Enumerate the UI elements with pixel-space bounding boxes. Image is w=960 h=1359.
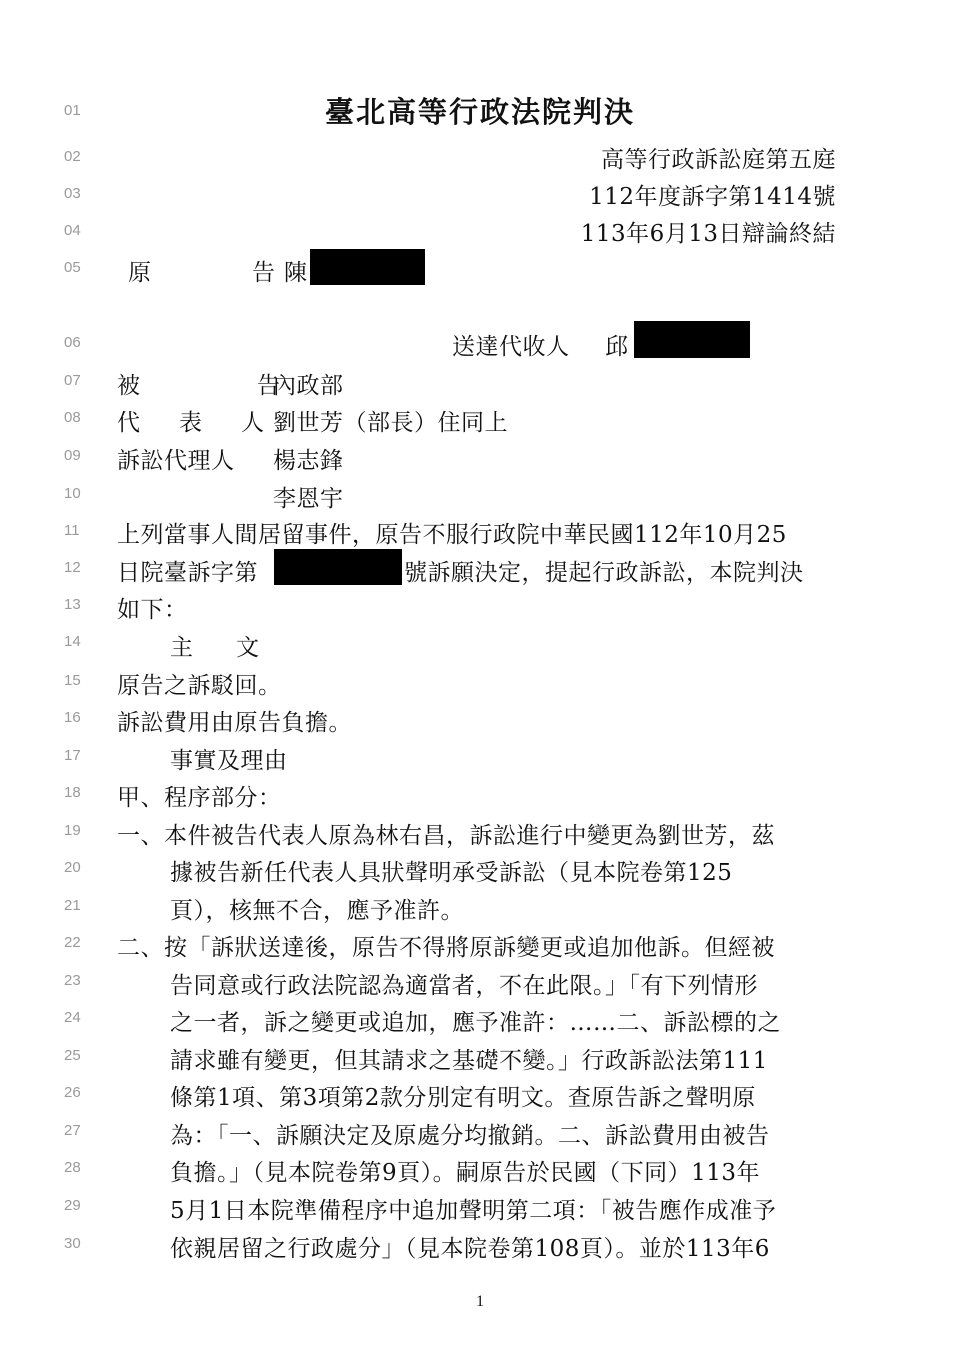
service-agent-name: 邱 [605,334,629,360]
court-division: 高等行政訴訟庭第五庭 [601,147,836,173]
line-number: 18 [64,784,81,801]
line-number: 11 [64,522,80,539]
line-number: 16 [64,709,81,726]
body-line: 甲、程序部分： [117,785,282,811]
case-number: 112年度訴字第1414號 [589,184,836,210]
line-number: 22 [64,934,81,951]
representative-name: 劉世芳（部長）住同上 [273,410,508,436]
section-heading: 主 文 [170,635,269,661]
line-number: 08 [64,409,81,426]
line-number: 09 [64,447,81,464]
body-line: 負擔。」（見本院卷第9頁）。嗣原告於民國（下同）113年 [170,1160,761,1186]
service-agent-label: 送達代收人 [452,334,570,360]
body-line: 條第1項、第3項第2款分別定有明文。查原告訴之聲明原 [170,1085,756,1111]
line-number: 13 [64,596,81,613]
litigation-agent-label: 訴訟代理人 [117,448,235,474]
redaction-block [310,249,425,285]
line-number: 23 [64,972,81,989]
litigation-agent-name: 楊志鋒 [273,448,344,474]
body-line: 據被告新任代表人具狀聲明承受訴訟（見本院卷第125 [170,860,733,886]
judgment-title: 臺北高等行政法院判決 [324,95,635,129]
line-number: 06 [64,334,81,351]
line-number: 14 [64,633,81,650]
page-number: 1 [476,1293,484,1310]
line-number: 30 [64,1235,81,1252]
line-number: 27 [64,1122,81,1139]
body-line: 5月1日本院準備程序中追加聲明第二項：「被告應作成准予 [170,1198,777,1224]
hearing-date: 113年6月13日辯論終結 [580,221,836,247]
body-line: 之一者，訴之變更或追加，應予准許：……二、訴訟標的之 [170,1010,781,1036]
litigation-agent-name: 李恩宇 [273,486,344,512]
body-line: 依親居留之行政處分」（見本院卷第108頁）。並於113年6 [170,1236,770,1262]
body-line: 一、本件被告代表人原為林右昌，訴訟進行中變更為劉世芳，茲 [117,823,775,849]
body-line: 頁），核無不合，應予准許。 [170,898,464,924]
body-line: 號訴願決定，提起行政訴訟，本院判決 [404,560,804,586]
body-line: 上列當事人間居留事件，原告不服行政院中華民國112年10月25 [117,522,787,548]
plaintiff-label: 原 告 [128,260,283,286]
body-line: 如下： [117,597,188,623]
body-line: 原告之訴駁回。 [117,673,282,699]
line-number: 21 [64,897,81,914]
line-number: 12 [64,559,81,576]
line-number: 02 [64,148,81,165]
line-number: 17 [64,747,81,764]
defendant-label: 被 告 [117,373,292,399]
body-line: 告同意或行政法院認為適當者，不在此限。」「有下列情形 [170,973,758,999]
body-line: 日院臺訴字第 [117,560,258,586]
line-number: 03 [64,185,81,202]
line-number: 28 [64,1159,81,1176]
redaction-block [634,321,750,358]
line-number: 07 [64,372,81,389]
defendant-name: 內政部 [273,373,344,399]
line-number: 01 [64,102,81,119]
line-number: 19 [64,822,81,839]
redaction-block [274,549,402,585]
body-line: 二、按「訴狀送達後，原告不得將原訴變更或追加他訴。但經被 [117,935,775,961]
representative-label: 代 表 人 [117,410,272,436]
line-number: 15 [64,672,81,689]
line-number: 10 [64,485,81,502]
section-heading: 事實及理由 [170,748,288,774]
body-line: 為：「一、訴願決定及原處分均撤銷。二、訴訟費用由被告 [170,1123,770,1149]
body-line: 請求雖有變更，但其請求之基礎不變。」行政訴訟法第111 [170,1048,768,1074]
line-number: 25 [64,1047,81,1064]
line-number: 24 [64,1009,81,1026]
line-number: 29 [64,1197,81,1214]
line-number: 26 [64,1084,81,1101]
line-number: 20 [64,859,81,876]
line-number: 04 [64,222,81,239]
body-line: 訴訟費用由原告負擔。 [117,710,352,736]
line-number: 05 [64,259,81,276]
plaintiff-name: 陳 [284,260,308,286]
